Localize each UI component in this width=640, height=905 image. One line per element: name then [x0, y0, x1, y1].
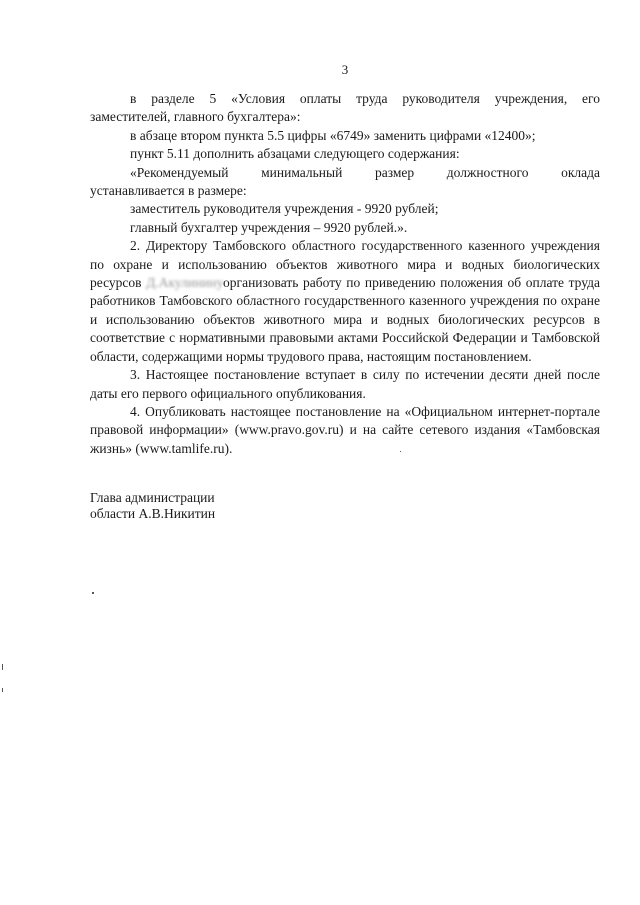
paragraph-accountant-salary: главный бухгалтер учреждения – 9920 рублей.». [130, 219, 408, 235]
paragraph-point-5-11: пункт 5.11 дополнить абзацами следующего содержания: [130, 146, 460, 162]
redacted-name: Д.Акулинину [146, 275, 224, 291]
paragraph-deputy-salary: заместитель руководителя учреждения - 9920 рублей; [130, 201, 439, 217]
paragraph-section-5-line1: в разделе 5 «Условия оплаты труда руководителя учреждения, его [130, 91, 600, 106]
item-2-text-end: организовать работу по приведению положения об оплате труда работников Тамбовского областного государственного казенного учреждения по охране и использованию объектов животного мира и водных биологических ресурсов в соответствие с нормативными правовыми актами Российской Федерации и Тамбовской области, содержащими нормы трудового права, настоящим постановлением. [90, 275, 601, 364]
document-body [90, 90, 600, 458]
signature-title: Глава администрации [90, 490, 215, 505]
scan-speck [400, 451, 401, 452]
paragraph-item-4: 4. Опубликовать настоящее постановление на «Официальном интернет-портале правовой информации» (www.pravo.gov.ru) и на сайте сетевого издания «Тамбовская жизнь» (www.tamlife.ru). [90, 403, 600, 456]
paragraph-point-5-5: в абзаце втором пункта 5.5 цифры «6749» заменить цифрами «12400»; [130, 127, 536, 143]
scan-speck [92, 592, 94, 594]
paragraph-salary-line2: устанавливается в размере: [90, 183, 247, 199]
signature-name: области А.В.Никитин [90, 506, 216, 521]
page-number: 3 [341, 62, 349, 77]
paragraph-item-2 [90, 237, 600, 366]
item-2-text-start: 2. Директору Тамбовского областного государственного казенного учреждения по охране и использованию объектов животного мира и водных биологических ресурсов [90, 238, 600, 291]
paragraph-salary-line1: «Рекомендуемый минимальный размер должностного оклада [130, 164, 600, 180]
paragraph-section-5-line2: заместителей, главного бухгалтера»: [90, 109, 301, 125]
signature-block [90, 490, 215, 522]
paragraph-item-3: 3. Настоящее постановление вступает в силу по истечении десяти дней после даты его первого официального опубликования. [90, 367, 600, 401]
scan-speck [2, 688, 3, 692]
scan-speck [2, 664, 3, 670]
